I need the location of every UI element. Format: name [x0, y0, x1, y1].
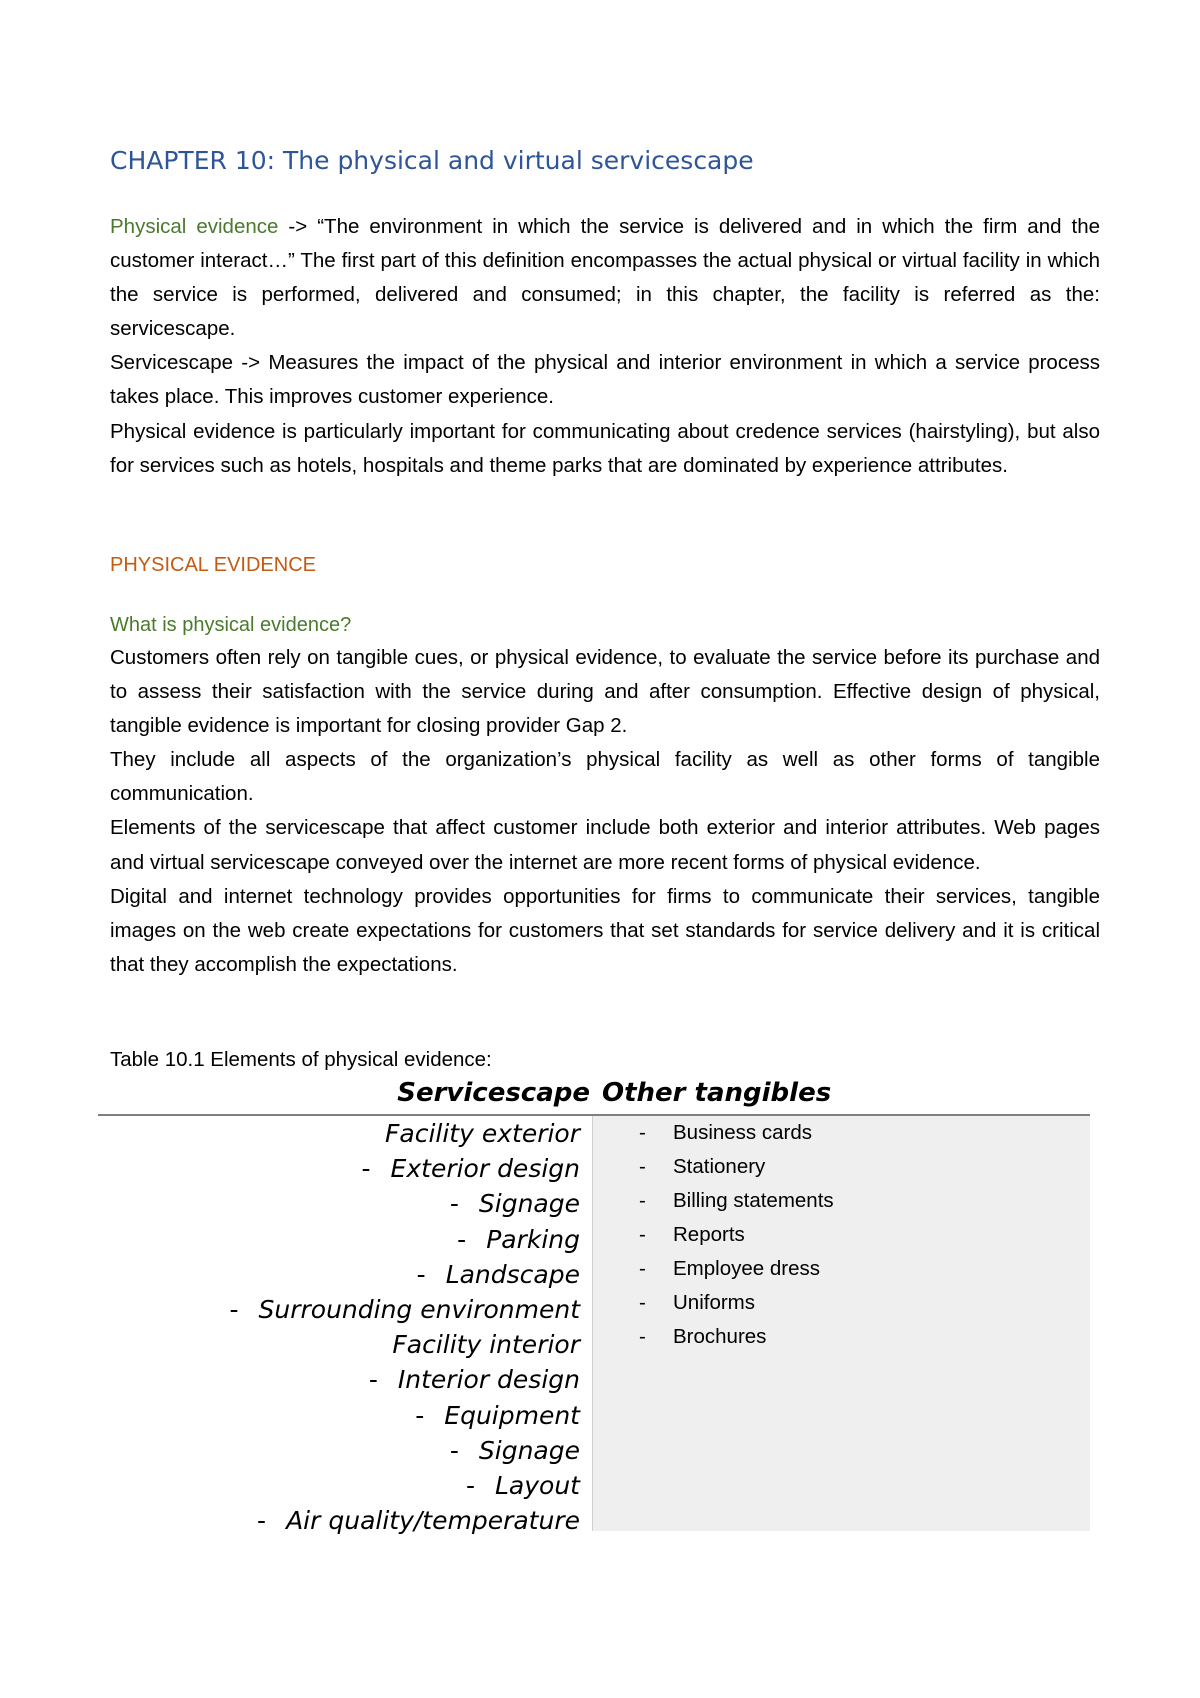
servicescape-item	[98, 1362, 592, 1397]
body-paragraph-4: Digital and internet technology provides opportunities for firms to communicate their services, tangible images on the web create expectations for customers that set standards for service delivery and it is critical that they accomplish the expectations.	[110, 884, 1100, 976]
other-tangible-item	[593, 1320, 1090, 1354]
servicescape-item-text: Equipment	[444, 1400, 580, 1430]
other-tangible-item	[593, 1252, 1090, 1286]
list-dash: -	[639, 1189, 646, 1212]
chapter-title: CHAPTER 10: The physical and virtual servicescape	[110, 146, 754, 175]
list-dash: -	[229, 1294, 239, 1324]
list-dash: -	[457, 1224, 467, 1254]
other-tangible-text: Employee dress	[673, 1257, 820, 1280]
list-dash: -	[449, 1435, 459, 1465]
servicescape-item	[98, 1257, 592, 1292]
elements-table	[98, 1076, 1090, 1536]
other-tangibles-column	[593, 1116, 1090, 1531]
servicescape-item-text: Parking	[486, 1224, 580, 1254]
other-tangible-item	[593, 1150, 1090, 1184]
servicescape-item-text: Facility exterior	[385, 1119, 580, 1148]
list-dash: -	[639, 1223, 646, 1246]
servicescape-item-text: Surrounding environment	[258, 1294, 580, 1324]
servicescape-item-text: Interior design	[397, 1365, 580, 1395]
section-heading: PHYSICAL EVIDENCE	[110, 554, 316, 576]
list-dash: -	[416, 1259, 426, 1289]
servicescape-item	[98, 1503, 592, 1538]
other-tangible-item	[593, 1184, 1090, 1218]
servicescape-item-text: Landscape	[445, 1259, 580, 1289]
sub-heading: What is physical evidence?	[110, 614, 352, 636]
list-dash: -	[257, 1506, 267, 1536]
servicescape-column	[98, 1116, 593, 1536]
servicescape-item	[98, 1433, 592, 1468]
servicescape-item	[98, 1116, 592, 1151]
intro-paragraph-3: Physical evidence is particularly important for communicating about credence services (hairstyling), but also for services such as hotels, hospitals and theme parks that are dominated by experience attributes.	[110, 419, 1100, 477]
table-caption: Table 10.1 Elements of physical evidence:	[110, 1048, 492, 1071]
other-tangible-text: Stationery	[673, 1155, 766, 1178]
servicescape-item	[98, 1468, 592, 1503]
header-servicescape: Servicescape	[397, 1078, 590, 1108]
servicescape-item	[98, 1222, 592, 1257]
list-dash: -	[361, 1154, 371, 1184]
other-tangibles-list	[593, 1116, 1090, 1354]
other-tangible-text: Reports	[673, 1223, 745, 1246]
list-dash: -	[639, 1291, 646, 1314]
servicescape-item-text: Air quality/temperature	[286, 1506, 580, 1536]
list-dash: -	[415, 1400, 425, 1430]
physical-evidence-term: Physical evidence	[110, 215, 279, 238]
list-dash: -	[639, 1325, 646, 1348]
other-tangible-text: Uniforms	[673, 1291, 756, 1314]
body-paragraphs	[110, 641, 1100, 982]
list-dash: -	[639, 1155, 646, 1178]
servicescape-item-text: Layout	[495, 1470, 580, 1500]
list-dash: -	[465, 1470, 475, 1500]
table-header-row	[98, 1076, 1090, 1116]
servicescape-item-text: Signage	[478, 1189, 580, 1219]
intro-paragraph-1-text: -> “The environment in which the service is delivered and in which the firm and the customer interact…” The first part of this definition encompasses the actual physical or virtual facility in which the service is performed, delivered and consumed; in this chapter, the facility is referred as the: servicescape.	[110, 215, 1100, 341]
list-dash: -	[639, 1257, 646, 1280]
intro-paragraphs	[110, 210, 1100, 483]
servicescape-item	[98, 1292, 592, 1327]
servicescape-item-text: Facility interior	[392, 1330, 580, 1360]
intro-paragraph-2: Servicescape -> Measures the impact of the physical and interior environment in which a service process takes place. This improves customer experience.	[110, 351, 1100, 409]
other-tangible-text: Business cards	[673, 1121, 813, 1144]
other-tangible-item	[593, 1218, 1090, 1252]
servicescape-item	[98, 1398, 592, 1433]
other-tangible-text: Brochures	[673, 1325, 767, 1348]
body-paragraph-1: Customers often rely on tangible cues, or physical evidence, to evaluate the service before its purchase and to assess their satisfaction with the service during and after consumption. Effective design of physical, tangible evidence is important for closing provider Gap 2.	[110, 646, 1100, 738]
other-tangible-item	[593, 1286, 1090, 1320]
table-body	[98, 1116, 1090, 1536]
servicescape-item-text: Signage	[478, 1435, 580, 1465]
servicescape-item	[98, 1327, 592, 1362]
other-tangible-item	[593, 1116, 1090, 1150]
header-other-tangibles: Other tangibles	[602, 1078, 832, 1108]
other-tangible-text: Billing statements	[673, 1189, 834, 1212]
intro-paragraph-1	[110, 210, 1100, 346]
list-dash: -	[368, 1365, 378, 1395]
servicescape-item	[98, 1151, 592, 1186]
servicescape-item	[98, 1186, 592, 1221]
body-paragraph-3: Elements of the servicescape that affect customer include both exterior and interior attributes. Web pages and virtual servicescape conveyed over the internet are more recent forms of physical evidence.	[110, 816, 1100, 874]
body-paragraph-2: They include all aspects of the organization’s physical facility as well as other forms of tangible communication.	[110, 748, 1100, 806]
list-dash: -	[639, 1121, 646, 1144]
list-dash: -	[449, 1189, 459, 1219]
servicescape-item-text: Exterior design	[390, 1154, 580, 1184]
